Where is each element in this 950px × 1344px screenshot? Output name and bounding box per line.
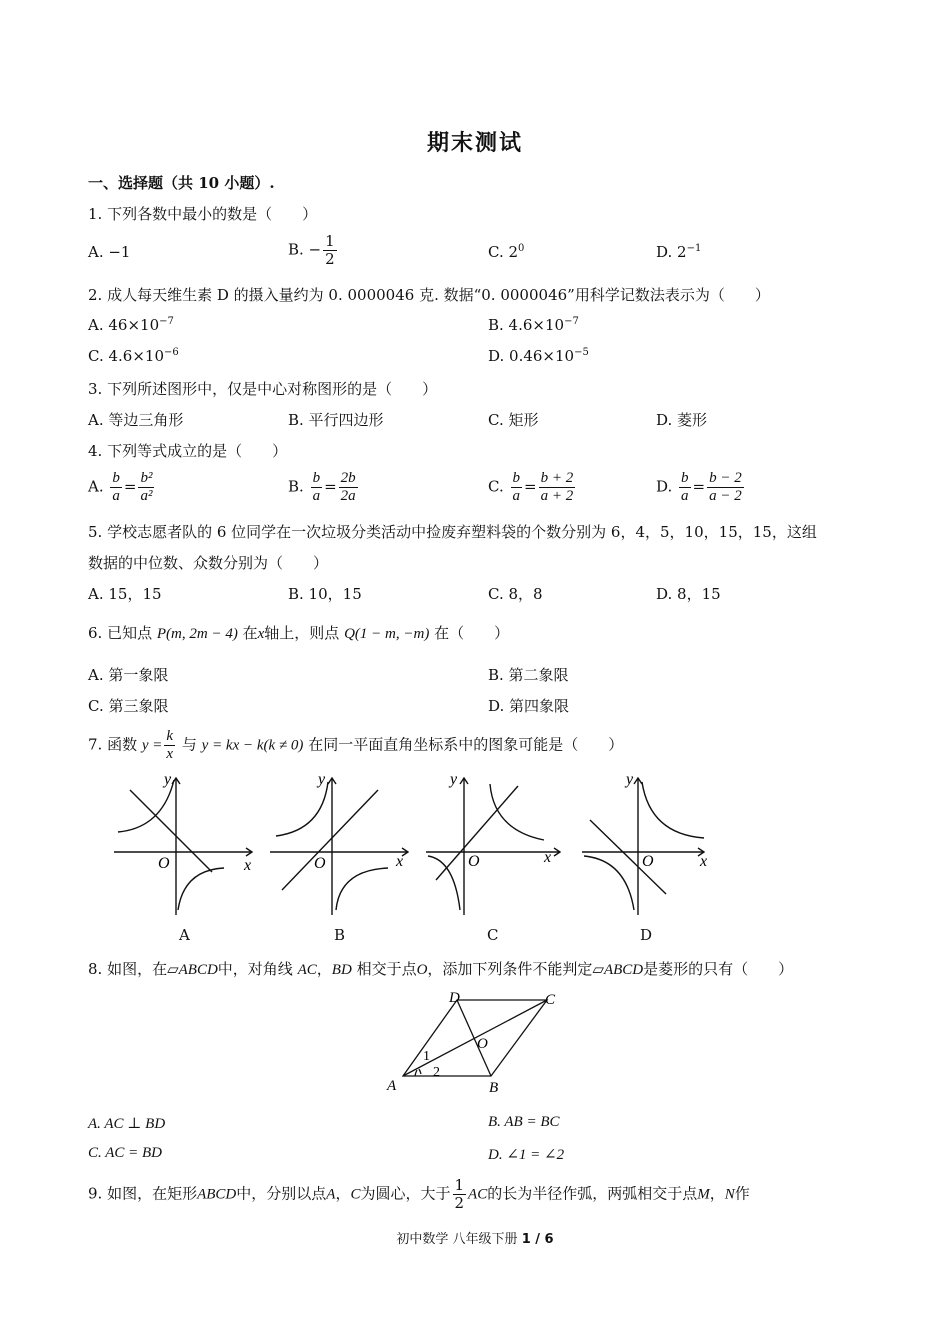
y-axis-label: y [164,771,172,788]
origin-label: O [468,853,480,870]
fraction-left: $\frac{b}{a}$ [312,470,321,504]
y-axis-label: y [450,771,458,788]
point-o: O [477,1036,488,1052]
q6-option-c: C. 第三象限 [88,697,169,715]
q1-option-a: A. −1 [88,243,131,261]
y-axis-label: y [626,771,634,788]
angle-2: 2 [433,1065,440,1080]
q8-option-d: D. ∠1 = ∠2 [488,1147,565,1163]
q5-option-d: D. 8，15 [656,585,721,603]
origin-label: O [314,855,326,872]
q5-stem-line1: 5. 学校志愿者队的 6 位同学在一次垃圾分类活动中捡废弃塑料袋的个数分别为 6，4，5，10，15，15，这组 [88,523,817,541]
fraction-right: $\frac{\text{b²}}{\text{a²}}$ [140,470,153,504]
vertex-b: B [489,1080,499,1096]
fraction-left: $\frac{b}{a}$ [681,470,689,504]
q5-stem-line2: 数据的中位数、众数分别为（ ） [88,554,329,572]
origin-label: O [158,855,170,872]
angle-1: 1 [423,1049,430,1064]
vertex-c: C [545,992,556,1008]
q6-option-a: A. 第一象限 [88,666,169,684]
fraction-left: $\frac{b}{a}$ [512,470,520,504]
fraction: $\frac{1}{2}$ [454,1176,465,1212]
q8-stem: 8. 如图，在▱ABCD中，对角线 AC，BD 相交于点O，添加下列条件不能判定▱ABCD是菱形的只有（ ） [88,960,794,978]
q3-option-b: B. 平行四边形 [288,411,384,429]
q9-stem: 9. 如图，在矩形ABCD中，分别以点A，C为圆心，大于 $\frac{1}{2}$ AC的长为半径作弧，两弧相交于点M，N作 [88,1176,750,1212]
q8-option-a: A. AC ⊥ BD [88,1116,166,1132]
q7-graph-b-label: B [334,926,346,944]
fraction: $\frac{k}{x}$ [166,728,174,762]
x-axis-label: x [544,849,552,866]
fraction: $\frac{1}{2}$ [325,232,335,268]
page-title: 期末测试 [426,130,523,156]
q7-graph-a [112,770,262,920]
x-axis-label: x [700,853,708,870]
q5-option-c: C. 8，8 [488,585,543,603]
page-footer: 初中数学 八年级下册 1 / 6 [396,1232,554,1247]
x-axis-label: x [244,857,252,874]
vertex-d: D [449,990,460,1006]
q1-option-d: D. $2^{-1}$ [656,243,702,261]
q8-option-c: C. AC = BD [88,1145,163,1161]
q8-option-b: B. AB = BC [488,1114,560,1130]
q7-graph-c-label: C [487,926,499,944]
y-axis-label: y [318,771,326,788]
q4-stem: 4. 下列等式成立的是（ ） [88,442,288,460]
x-axis-label: x [396,853,404,870]
vertex-a: A [387,1078,397,1094]
q6-option-d: D. 第四象限 [488,697,570,715]
fraction-left: $\frac{b}{a}$ [112,470,120,504]
q1-option-c: C. $2^0$ [488,243,525,261]
q3-option-d: D. 菱形 [656,411,708,429]
section-heading: 一、选择题（共 10 小题）. [88,174,275,192]
q4-option-c: C. $\frac{b}{a}$ = $\frac{b + 2}{a + 2}$ [488,470,574,504]
q7-graph-b [268,770,418,920]
q3-option-c: C. 矩形 [488,411,539,429]
q8-parallelogram-figure [385,988,575,1098]
q4-option-b: B. $\frac{b}{a}$ = $\frac{2b}{2a}$ [288,470,356,504]
origin-label: O [642,853,654,870]
q6-stem: 6. 已知点 P(m, 2m − 4) 在x轴上，则点 Q(1 − m, −m) 在（ ） [88,624,510,642]
fraction-right: $\frac{b - 2}{a - 2}$ [709,470,742,504]
page-number: 1 / 6 [521,1232,554,1247]
q6-option-b: B. 第二象限 [488,666,569,684]
q4-option-a: A. $\frac{b}{a}$ = $\frac{\text{b²}}{\text{a²}}$ [88,470,153,504]
fraction-right: $\frac{b + 2}{a + 2}$ [540,470,574,504]
q3-stem: 3. 下列所述图形中，仅是中心对称图形的是（ ） [88,380,438,398]
q5-option-a: A. 15，15 [88,585,162,603]
q2-option-a: A. $46\times 10^{-7}$ [88,316,174,334]
q7-stem: 7. 函数 y = $\frac{k}{x}$ 与 y = kx − k(k ≠ 0) 在同一平面直角坐标系中的图象可能是（ ） [88,728,624,762]
q2-option-d: D. $0.46\times 10^{-5}$ [488,347,589,365]
q3-option-a: A. 等边三角形 [88,411,184,429]
q7-graph-d [580,770,730,920]
q1-stem: 1. 下列各数中最小的数是（ ） [88,205,318,223]
q1-option-b: B. − $\frac{1}{2}$ [288,232,335,268]
q2-option-c: C. $4.6\times 10^{-6}$ [88,347,179,365]
q7-graph-a-label: A [179,926,190,944]
q2-stem: 2. 成人每天维生素 D 的摄入量约为 0. 0000046 克. 数据“0. 0000046”用科学记数法表示为（ ） [88,286,770,304]
q4-option-d: D. $\frac{b}{a}$ = $\frac{b - 2}{a - 2}$ [656,470,742,504]
q7-graph-d-label: D [640,926,653,944]
fraction-right: $\frac{2b}{2a}$ [340,470,356,504]
q5-option-b: B. 10，15 [288,585,362,603]
q7-graph-c [424,770,574,920]
q2-option-b: B. $4.6\times 10^{-7}$ [488,316,579,334]
